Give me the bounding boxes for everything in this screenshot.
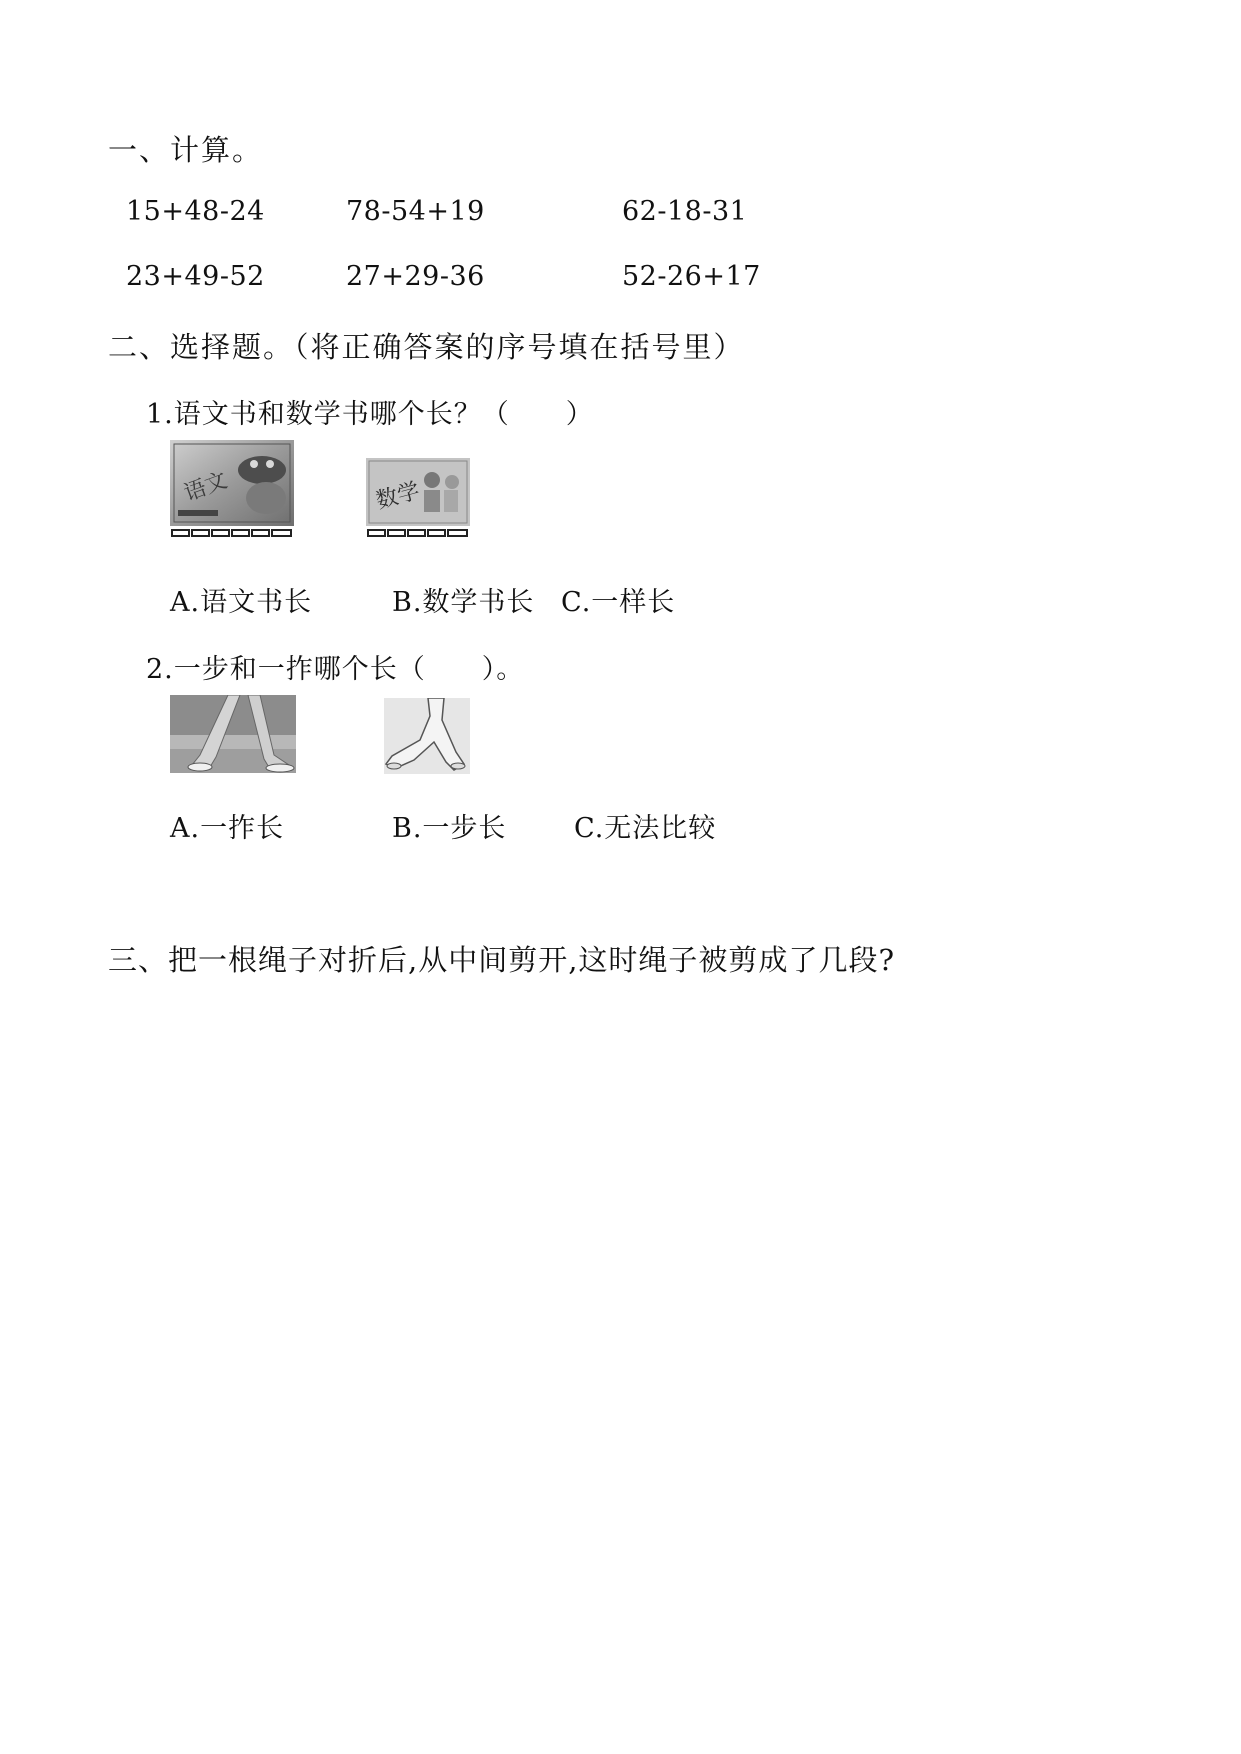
q1-option-b: B.数学书长	[392, 587, 535, 618]
question-1: 1.语文书和数学书哪个长？（ ）	[146, 399, 594, 430]
q2-option-b: B.一步长	[392, 813, 507, 844]
math-book-cover-text: 数学	[373, 478, 423, 515]
calc-expression: 23+49-52	[126, 261, 265, 292]
section1-title: 一、计算。	[108, 133, 264, 167]
math-book-image	[366, 458, 470, 540]
calc-expression: 52-26+17	[622, 261, 761, 292]
chinese-book-image	[170, 440, 294, 540]
hand-span-image	[384, 698, 470, 774]
section3-title: 三、把一根绳子对折后,从中间剪开,这时绳子被剪成了几段?	[108, 943, 895, 977]
calc-expression: 27+29-36	[346, 261, 485, 292]
section2-title: 二、选择题。（将正确答案的序号填在括号里）	[108, 330, 745, 364]
calc-expression: 15+48-24	[126, 196, 265, 227]
q2-option-a: A.一拃长	[170, 813, 285, 844]
q1-option-a: A.语文书长	[170, 587, 313, 618]
chinese-book-cover-text: 语文	[180, 468, 231, 507]
q1-option-c: C.一样长	[561, 587, 676, 618]
q2-option-c: C.无法比较	[574, 813, 717, 844]
calc-expression: 62-18-31	[622, 196, 748, 227]
walking-step-image	[170, 695, 296, 773]
calc-expression: 78-54+19	[346, 196, 485, 227]
question-2: 2.一步和一拃哪个长（ ）。	[146, 654, 525, 685]
